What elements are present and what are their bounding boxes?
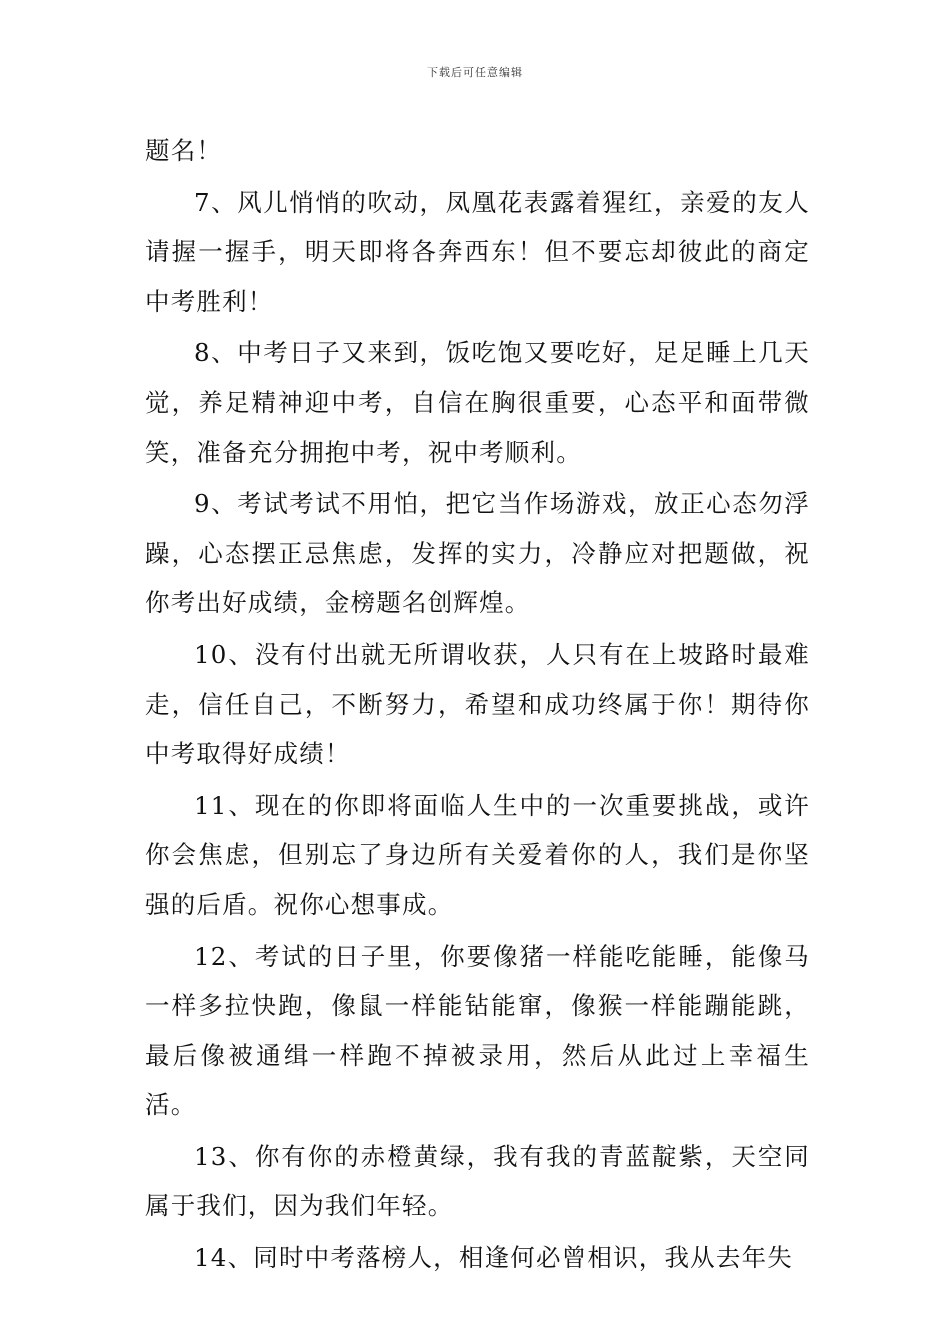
paragraph-10: 10、没有付出就无所谓收获，人只有在上坡路时最难走，信任自己，不断努力，希望和成功终属于你！期待你中考取得好成绩！ — [145, 639, 810, 769]
paragraph-11: 11、现在的你即将面临人生中的一次重要挑战，或许你会焦虑，但别忘了身边所有关爱着你的人，我们是你坚强的后盾。祝你心想事成。 — [145, 790, 810, 919]
paragraph-13: 13、你有你的赤橙黄绿，我有我的青蓝靛紫，天空同属于我们，因为我们年轻。 — [145, 1141, 810, 1221]
paragraph-14: 14、同时中考落榜人，相逢何必曾相识，我从去年失 — [194, 1243, 793, 1273]
paragraph-7: 7、风儿悄悄的吹动，凤凰花表露着猩红，亲爱的友人请握一握手，明天即将各奔西东！但不要忘却彼此的商定中考胜利！ — [145, 187, 810, 316]
paragraph-12: 12、考试的日子里，你要像猪一样能吃能睡，能像马一样多拉快跑，像鼠一样能钻能窜，像猴一样能蹦能跳，最后像被通缉一样跑不掉被录用，然后从此过上幸福生活。 — [145, 941, 810, 1120]
paragraph-8: 8、中考日子又来到，饭吃饱又要吃好，足足睡上几天觉，养足精神迎中考，自信在胸很重要，心态平和面带微笑，准备充分拥抱中考，祝中考顺利。 — [145, 338, 810, 467]
paragraph-0: 题名！ — [145, 136, 223, 165]
paragraph-9: 9、考试考试不用怕，把它当作场游戏，放正心态勿浮躁，心态摆正忌焦虑，发挥的实力，冷静应对把题做，祝你考出好成绩，金榜题名创辉煌。 — [145, 489, 810, 618]
page-header-note: 下载后可任意编辑 — [427, 66, 523, 79]
document-body — [145, 126, 810, 1285]
